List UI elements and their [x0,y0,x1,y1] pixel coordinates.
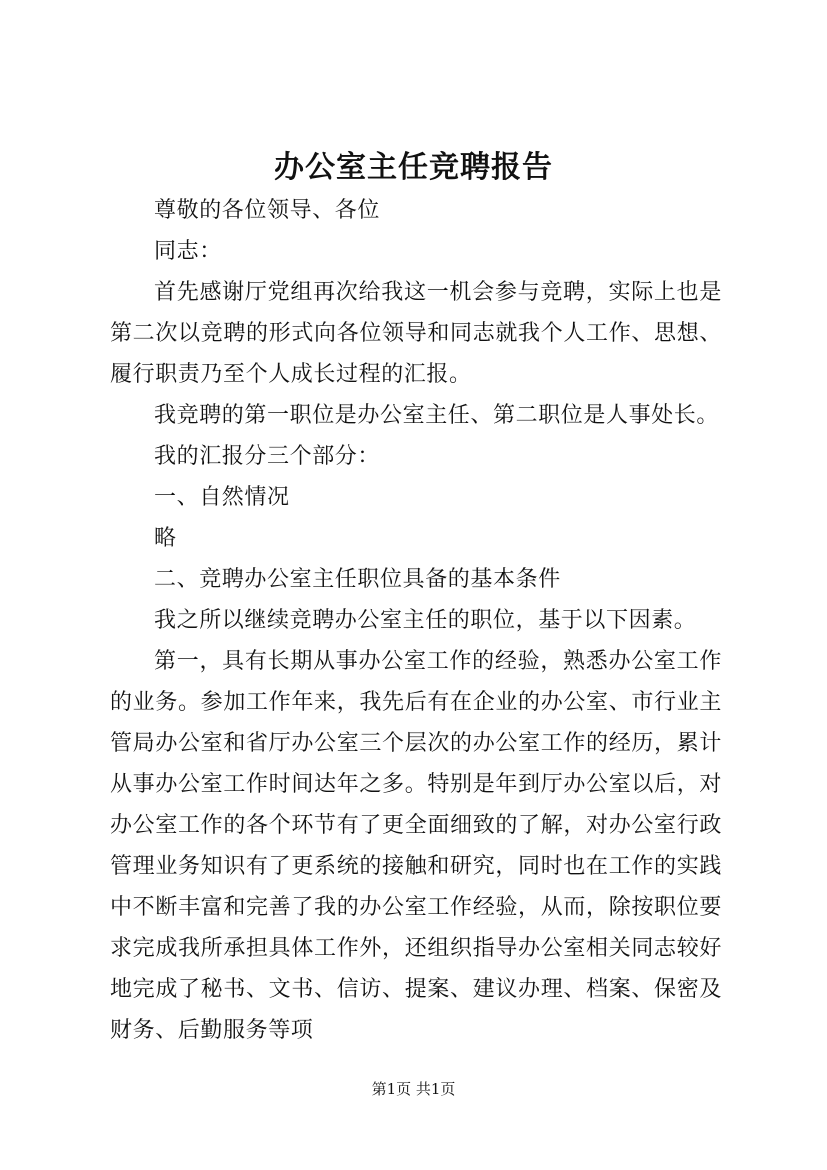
paragraph-salutation: 尊敬的各位领导、各位 [154,198,381,223]
section-heading-1: 一、自然情况 [154,485,290,510]
paragraph-salutation-cont: 同志： [154,239,222,264]
section-heading-2: 二、竞聘办公室主任职位具备的基本条件 [154,567,561,592]
page-footer: 第1页 共1页 [371,1080,456,1098]
paragraph-omitted: 略 [154,526,177,551]
paragraph-positions: 我竞聘的第一职位是办公室主任、第二职位是人事处长。 [154,403,720,428]
document-body [110,190,722,1051]
paragraph-outline: 我的汇报分三个部分： [154,444,381,469]
paragraph-first-reason: 第一，具有长期从事办公室工作的经验，熟悉办公室工作的业务。参加工作年来，我先后有在企业的办公室、市行业主管局办公室和省厅办公室三个层次的办公室工作的经历，累计从事办公室工作时间达年之多。特别是年到厅办公室以后，对办公室工作的各个环节有了更全面细致的了解，对办公室行政管理业务知识有了更系统的接触和研究，同时也在工作的实践中不断丰富和完善了我的办公室工作经验，从而，除按职位要求完成我所承担具体工作外，还组织指导办公室相关同志较好地完成了秘书、文书、信访、提案、建议办理、档案、保密及财务、后勤服务等项 [110,649,722,1043]
paragraph-intro: 首先感谢厅党组再次给我这一机会参与竞聘，实际上也是第二次以竞聘的形式向各位领导和同志就我个人工作、思想、履行职责乃至个人成长过程的汇报。 [110,280,722,387]
paragraph-reasons: 我之所以继续竞聘办公室主任的职位，基于以下因素。 [154,608,697,633]
document-title: 办公室主任竞聘报告 [274,150,553,185]
